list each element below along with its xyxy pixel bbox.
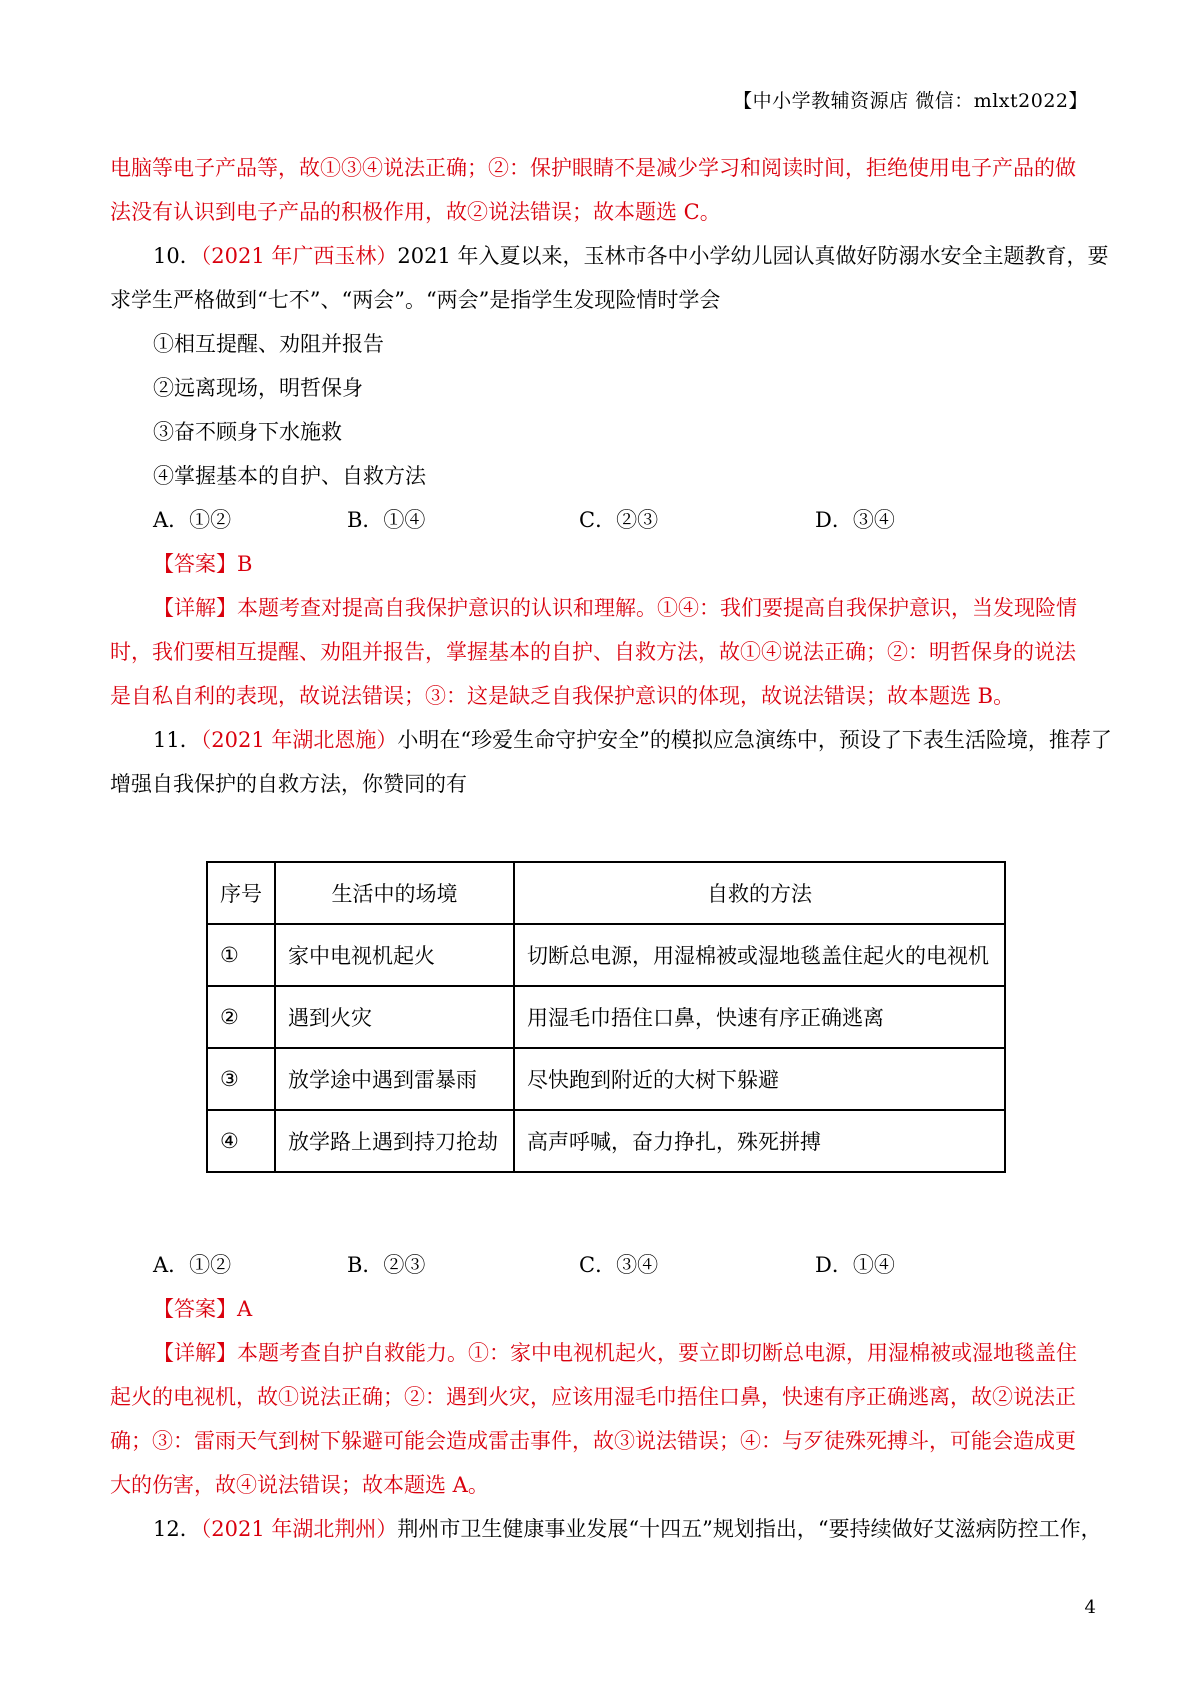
page-header: 【中小学教辅资源店 微信：mlxt2022】 — [733, 90, 1088, 112]
q11-situations-table — [206, 861, 1006, 1173]
table-header-scene: 生活中的场境 — [275, 862, 514, 924]
q11-explanation-line-3: 确；③：雷雨天气到树下躲避可能会造成雷击事件，故③说法错误；④：与歹徒殊死搏斗，可能会造成更 — [110, 1429, 1076, 1453]
table-cell-method: 尽快跑到附近的大树下躲避 — [514, 1048, 1005, 1110]
table-row — [207, 1110, 1005, 1172]
table-cell-scene: 放学路上遇到持刀抢劫 — [275, 1110, 514, 1172]
q10-item-1: ①相互提醒、劝阻并报告 — [153, 332, 384, 356]
q10-stem-line-2: 求学生严格做到“七不”、“两会”。“两会”是指学生发现险情时学会 — [110, 288, 721, 312]
q11-explanation-line-4: 大的伤害，故④说法错误；故本题选 A。 — [110, 1473, 489, 1497]
q11-option-b: B．②③ — [347, 1253, 426, 1277]
table-header-index: 序号 — [207, 862, 275, 924]
q11-number: 11． — [153, 728, 201, 752]
table-header-method: 自救的方法 — [514, 862, 1005, 924]
q10-answer: 【答案】B — [153, 552, 253, 576]
table-cell-scene: 家中电视机起火 — [275, 924, 514, 986]
q11-option-c: C．③④ — [579, 1253, 659, 1277]
prev-explanation-line-2: 法没有认识到电子产品的积极作用，故②说法错误；故本题选 C。 — [110, 200, 721, 224]
table-cell-index: ① — [207, 924, 275, 986]
q10-option-b: B．①④ — [347, 508, 426, 532]
q11-stem-line-2: 增强自我保护的自救方法，你赞同的有 — [110, 772, 467, 796]
q10-option-c: C．②③ — [579, 508, 659, 532]
table-cell-index: ④ — [207, 1110, 275, 1172]
q12-source: （2021 年湖北荆州） — [200, 1517, 398, 1541]
q11-stem-line-1 — [153, 725, 1112, 755]
table-cell-method: 用湿毛巾捂住口鼻，快速有序正确逃离 — [514, 986, 1005, 1048]
table-cell-method: 高声呼喊，奋力挣扎，殊死拼搏 — [514, 1110, 1005, 1172]
table-row — [207, 1048, 1005, 1110]
table-header-row — [207, 862, 1005, 924]
q10-explanation-line-2: 时，我们要相互提醒、劝阻并报告，掌握基本的自护、自救方法，故①④说法正确；②：明哲保身的说法 — [110, 640, 1076, 664]
table-cell-index: ② — [207, 986, 275, 1048]
q11-explanation-line-1: 【详解】本题考查自护自救能力。①：家中电视机起火，要立即切断总电源，用湿棉被或湿地毯盖住 — [153, 1341, 1077, 1365]
table-cell-scene: 放学途中遇到雷暴雨 — [275, 1048, 514, 1110]
q10-item-4: ④掌握基本的自护、自救方法 — [153, 464, 426, 488]
q11-source: （2021 年湖北恩施） — [200, 728, 398, 752]
prev-explanation-line-1: 电脑等电子产品等，故①③④说法正确；②：保护眼睛不是减少学习和阅读时间，拒绝使用电子产品的做 — [110, 156, 1076, 180]
q12-stem-line-1 — [153, 1514, 1102, 1544]
table-cell-index: ③ — [207, 1048, 275, 1110]
q10-item-2: ②远离现场，明哲保身 — [153, 376, 363, 400]
q10-stem-text: 2021 年入夏以来，玉林市各中小学幼儿园认真做好防溺水安全主题教育，要 — [397, 244, 1109, 268]
table-row — [207, 986, 1005, 1048]
q10-source: （2021 年广西玉林） — [200, 244, 398, 268]
q10-explanation-line-1: 【详解】本题考查对提高自我保护意识的认识和理解。①④：我们要提高自我保护意识，当发现险情 — [153, 596, 1077, 620]
q10-item-3: ③奋不顾身下水施救 — [153, 420, 342, 444]
q12-number: 12． — [153, 1517, 201, 1541]
page-number: 4 — [1084, 1597, 1096, 1618]
q11-explanation-line-2: 起火的电视机，故①说法正确；②：遇到火灾，应该用湿毛巾捂住口鼻，快速有序正确逃离，故②说法正 — [110, 1385, 1076, 1409]
q10-number: 10． — [153, 244, 201, 268]
q10-option-a: A．①② — [153, 508, 232, 532]
q11-option-a: A．①② — [153, 1253, 232, 1277]
q10-explanation-line-3: 是自私自利的表现，故说法错误；③：这是缺乏自我保护意识的体现，故说法错误；故本题选 B。 — [110, 684, 1015, 708]
table-cell-scene: 遇到火灾 — [275, 986, 514, 1048]
q11-option-d: D．①④ — [815, 1253, 895, 1277]
q11-stem-text: 小明在“珍爱生命守护安全”的模拟应急演练中，预设了下表生活险境，推荐了 — [397, 728, 1112, 752]
q11-answer: 【答案】A — [153, 1297, 253, 1321]
table-row — [207, 924, 1005, 986]
q10-option-d: D．③④ — [815, 508, 895, 532]
table-cell-method: 切断总电源，用湿棉被或湿地毯盖住起火的电视机 — [514, 924, 1005, 986]
q12-stem-text: 荆州市卫生健康事业发展“十四五”规划指出，“要持续做好艾滋病防控工作， — [397, 1517, 1102, 1541]
q10-stem-line-1 — [153, 241, 1108, 271]
